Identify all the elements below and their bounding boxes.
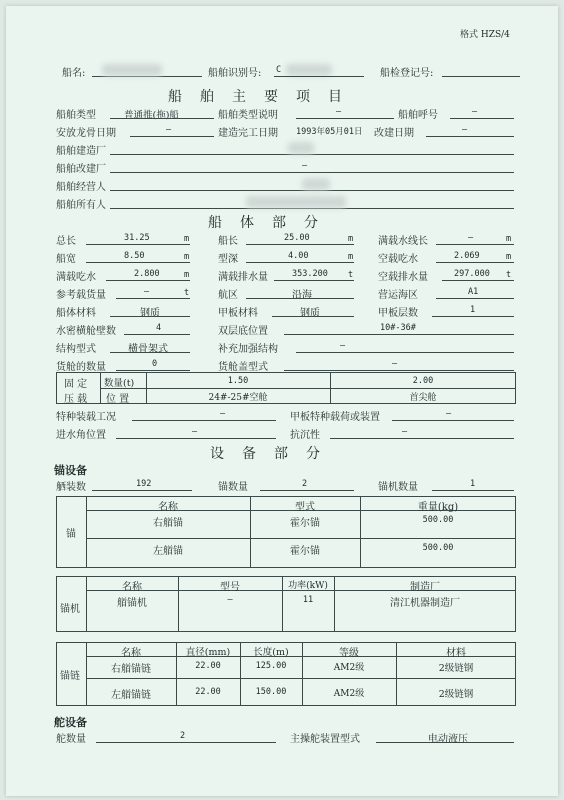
- ballast-qty-label: 数量(t): [104, 378, 135, 389]
- op-area-value: A1: [468, 287, 479, 297]
- flood-angle-value: —: [192, 427, 198, 437]
- chain-header-material: 材料: [446, 648, 466, 659]
- steering-gear-value: 电动液压: [428, 734, 468, 745]
- anchor-count-label: 锚数量: [218, 482, 248, 493]
- lwl-label: 满载水线长: [378, 236, 428, 247]
- chain-header-grade: 等级: [339, 648, 359, 659]
- anchor-row-2-name: 左艏锚: [153, 546, 183, 557]
- bulkhead-label: 水密横舱壁数: [56, 326, 116, 337]
- anchor-row-1-weight: 500.00: [422, 515, 454, 525]
- chain-row-2-diameter: 22.00: [195, 687, 221, 697]
- light-draft-unit: m: [506, 252, 512, 262]
- rudder-section-title: 舵设备: [54, 716, 87, 729]
- section-title-equipment: 设备部分: [210, 446, 338, 462]
- windlass-count-label: 锚机数量: [378, 482, 418, 493]
- windlass-row-power: 11: [302, 595, 314, 605]
- loa-label: 总长: [56, 236, 76, 247]
- chain-row-1-material: 2级链钢: [438, 663, 474, 674]
- ship-id-value: C: [276, 65, 282, 75]
- light-disp-unit: t: [506, 270, 512, 280]
- nav-area-label: 航区: [218, 290, 238, 301]
- hatch-value: —: [392, 359, 398, 369]
- rebuilder-value: —: [302, 161, 308, 171]
- windlass-header-name: 名称: [122, 582, 142, 593]
- reinforce-label: 补充加强结构: [218, 344, 278, 355]
- ship-type-label: 船舶类型: [56, 110, 96, 121]
- deck-material-label: 甲板材料: [218, 308, 258, 319]
- beam-value: 8.50: [124, 251, 145, 261]
- anchor-header-name: 名称: [158, 502, 178, 513]
- reinforce-value: —: [340, 341, 346, 351]
- keel-date-label: 安放龙骨日期: [56, 128, 116, 139]
- ballast-qty-1: 1.50: [227, 376, 249, 386]
- length-label: 船长: [218, 236, 238, 247]
- double-bottom-value: 10#-36#: [380, 323, 416, 333]
- keel-date-value: —: [166, 125, 172, 135]
- length-value: 25.00: [284, 233, 310, 243]
- operator-label: 船舶经营人: [56, 182, 106, 193]
- anchor-row-2-type: 霍尔锚: [290, 546, 320, 557]
- ballast-label-1: 固 定: [64, 379, 88, 390]
- chain-row-2-material: 2级链钢: [438, 689, 474, 700]
- flood-angle-label: 进水角位置: [56, 430, 106, 441]
- anchor-count-value: 2: [302, 479, 308, 489]
- windlass-row-maker: 清江机器制造厂: [390, 598, 460, 609]
- ref-cargo-label: 参考载货量: [56, 290, 106, 301]
- holds-label: 货舱的数量: [56, 362, 106, 373]
- holds-value: 0: [152, 359, 158, 369]
- beam-unit: m: [184, 252, 190, 262]
- lwl-unit: m: [506, 234, 512, 244]
- ship-type-value: 普通推(拖)船: [124, 110, 179, 121]
- special-load-value: —: [220, 409, 226, 419]
- deck-count-value: 1: [470, 305, 476, 315]
- modified-date-label: 改建日期: [374, 128, 414, 139]
- light-draft-label: 空载吃水: [378, 254, 418, 265]
- outfit-number-label: 舾装数: [56, 482, 86, 493]
- deck-load-label: 甲板特种载荷或装置: [290, 412, 380, 423]
- light-disp-label: 空载排水量: [378, 272, 428, 283]
- full-draft-value: 2.800: [134, 269, 160, 279]
- windlass-count-value: 1: [470, 479, 476, 489]
- double-bottom-label: 双层底位置: [218, 326, 268, 337]
- rudder-count-value: 2: [180, 731, 186, 741]
- section-title-main: 船舶主要项目: [168, 89, 360, 105]
- windlass-header-model: 型号: [220, 582, 240, 593]
- ship-id-label: 船舶识别号:: [208, 68, 262, 79]
- anchor-row-1-type: 霍尔锚: [290, 518, 320, 529]
- reg-no-label: 船检登记号:: [380, 68, 434, 79]
- anchor-header-type: 型式: [295, 502, 315, 513]
- chain-row-2-name: 左艏锚链: [111, 690, 151, 701]
- deck-load-value: —: [446, 409, 452, 419]
- lwl-value: —: [468, 233, 474, 243]
- ship-name-label: 船名:: [62, 68, 86, 79]
- special-load-label: 特种装载工况: [56, 412, 116, 423]
- light-draft-value: 2.069: [454, 251, 480, 261]
- built-date-value: 1993年05月01日: [296, 127, 363, 137]
- loa-value: 31.25: [124, 233, 150, 243]
- structure-label: 结构型式: [56, 344, 96, 355]
- rebuilder-label: 船舶改建厂: [56, 164, 106, 175]
- anchor-header-weight: 重量(kg): [417, 502, 459, 513]
- op-area-label: 营运海区: [378, 290, 418, 301]
- windlass-header-power: 功率(kW): [288, 581, 328, 591]
- chain-row-1-grade: AM2级: [333, 663, 365, 673]
- full-draft-unit: m: [184, 270, 190, 280]
- steering-gear-label: 主操舵装置型式: [290, 734, 360, 745]
- modified-date-value: —: [462, 125, 468, 135]
- ballast-pos-1: 24#-25#空舱: [208, 393, 268, 403]
- hatch-label: 货舱盖型式: [218, 362, 268, 373]
- form-code: 格式 HZS/4: [460, 30, 510, 40]
- chain-row-1-diameter: 22.00: [195, 661, 221, 671]
- chain-header-length: 长度(m): [253, 647, 289, 658]
- full-disp-value: 353.200: [292, 269, 328, 279]
- anchor-table-label: 锚: [66, 529, 76, 540]
- chain-row-2-length: 150.00: [255, 687, 287, 697]
- chain-row-1-length: 125.00: [255, 661, 287, 671]
- certificate-page: [6, 6, 558, 796]
- material-label: 船体材料: [56, 308, 96, 319]
- anchor-row-1-name: 右艏锚: [153, 518, 183, 529]
- type-desc-label: 船舶类型说明: [218, 110, 278, 121]
- material-value: 钢质: [140, 308, 160, 319]
- chain-row-2-grade: AM2级: [333, 689, 365, 699]
- windlass-table-label: 锚机: [60, 604, 80, 615]
- loa-unit: m: [184, 234, 190, 244]
- anchor-row-2-weight: 500.00: [422, 543, 454, 553]
- windlass-row-name: 艏锚机: [117, 598, 147, 609]
- ballast-qty-2: 2.00: [412, 376, 434, 386]
- call-sign-value: —: [472, 107, 478, 117]
- section-title-hull: 船体部分: [208, 215, 336, 231]
- unsinkability-value: —: [402, 427, 408, 437]
- light-disp-value: 297.000: [454, 269, 490, 279]
- ref-cargo-unit: t: [184, 288, 190, 298]
- structure-value: 横骨架式: [128, 344, 168, 355]
- ballast-label-2: 压 载: [64, 394, 88, 405]
- full-draft-label: 满载吃水: [56, 272, 96, 283]
- built-date-label: 建造完工日期: [218, 128, 278, 139]
- rudder-count-label: 舵数量: [56, 734, 86, 745]
- length-unit: m: [348, 234, 354, 244]
- owner-label: 船舶所有人: [56, 200, 106, 211]
- chain-header-name: 名称: [121, 648, 141, 659]
- anchor-section-title: 锚设备: [54, 464, 87, 477]
- outfit-number-value: 192: [136, 479, 152, 489]
- call-sign-label: 船舶呼号: [398, 110, 438, 121]
- depth-unit: m: [348, 252, 354, 262]
- bulkhead-value: 4: [156, 323, 162, 333]
- depth-value: 4.00: [288, 251, 309, 261]
- chain-header-diameter: 直径(mm): [185, 647, 231, 658]
- chain-row-1-name: 右艏锚链: [111, 664, 151, 675]
- nav-area-value: 沿海: [292, 290, 312, 301]
- chain-table-label: 锚链: [60, 671, 80, 682]
- builder-label: 船舶建造厂: [56, 146, 106, 157]
- unsinkability-label: 抗沉性: [290, 430, 320, 441]
- windlass-header-maker: 制造厂: [410, 582, 440, 593]
- ballast-pos-2: 首尖舱: [409, 393, 437, 403]
- deck-material-value: 钢质: [300, 308, 320, 319]
- depth-label: 型深: [218, 254, 238, 265]
- deck-count-label: 甲板层数: [378, 308, 418, 319]
- beam-label: 船宽: [56, 254, 76, 265]
- full-disp-label: 满载排水量: [218, 272, 268, 283]
- type-desc-value: —: [336, 107, 342, 117]
- windlass-row-model: —: [227, 595, 233, 605]
- ref-cargo-value: —: [144, 287, 150, 297]
- full-disp-unit: t: [348, 270, 354, 280]
- ballast-pos-label: 位 置: [106, 394, 130, 405]
